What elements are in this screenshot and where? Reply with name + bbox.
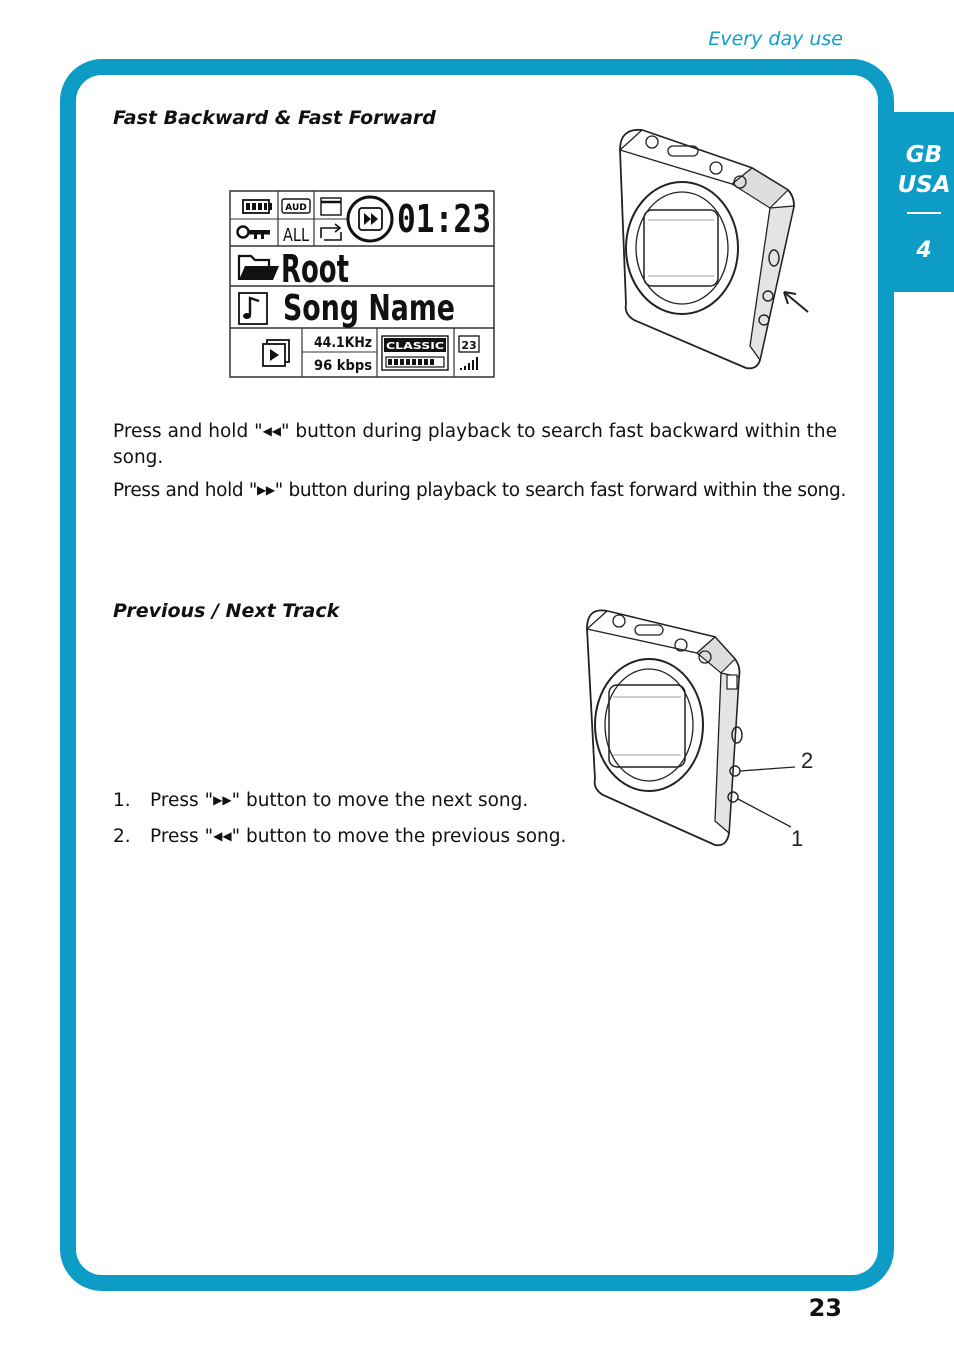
lcd-folder: Root [281,247,349,291]
lcd-track: 23 [461,339,477,352]
callout-2: 2 [801,748,814,773]
list-item-pre: Press " [150,790,214,811]
list-item-number: 2. [113,826,131,847]
list-item-number: 1. [113,790,131,811]
tab-divider [907,212,941,214]
fast-backward-post: " button during playback to search fast backward within the song. [113,421,838,468]
lcd-eq: CLASSIC [386,341,444,352]
fast-search-heading: Fast Backward & Fast Forward [113,107,436,129]
list-item [113,787,528,814]
list-item-post: " button to move the next song. [231,790,529,811]
rewind-icon: ◀◀ [213,829,232,843]
lcd-display-illustration [229,190,497,380]
lcd-bitrate: 96 kbps [314,358,372,374]
lcd-time: 01:23 [397,197,491,241]
lang-usa: USA [897,172,951,198]
lcd-song: Song Name [283,288,455,329]
play-folder-icon [263,340,289,366]
lcd-frequency: 44.1KHz [314,335,372,351]
fast-backward-text [113,418,848,471]
player-side-view-illustration [612,124,812,374]
fast-forward-pre: Press and hold " [113,480,257,501]
chapter-number: 4 [916,238,932,263]
list-item-pre: Press " [150,826,214,847]
track-nav-heading: Previous / Next Track [113,600,340,622]
track-counter-icon [459,336,479,352]
running-header: Every day use [708,28,843,50]
rewind-icon: ◀◀ [262,424,282,438]
list-item-post: " button to move the previous song. [231,826,567,847]
fast-backward-pre: Press and hold " [113,421,263,442]
lcd-aud: AUD [285,203,307,213]
language-tab [894,112,954,292]
page-number: 23 [808,1294,842,1322]
fast-forward-post: " button during playback to search fast forward within the song. [274,480,846,501]
callout-1: 1 [791,826,804,851]
lcd-all: ALL [283,225,309,246]
list-item [113,823,566,850]
fast-forward-icon: ▶▶ [256,483,275,497]
fast-forward-icon: ▶▶ [213,793,232,807]
lang-gb: GB [905,142,943,168]
fast-forward-text [113,477,848,504]
player-buttons-illustration [585,607,835,857]
